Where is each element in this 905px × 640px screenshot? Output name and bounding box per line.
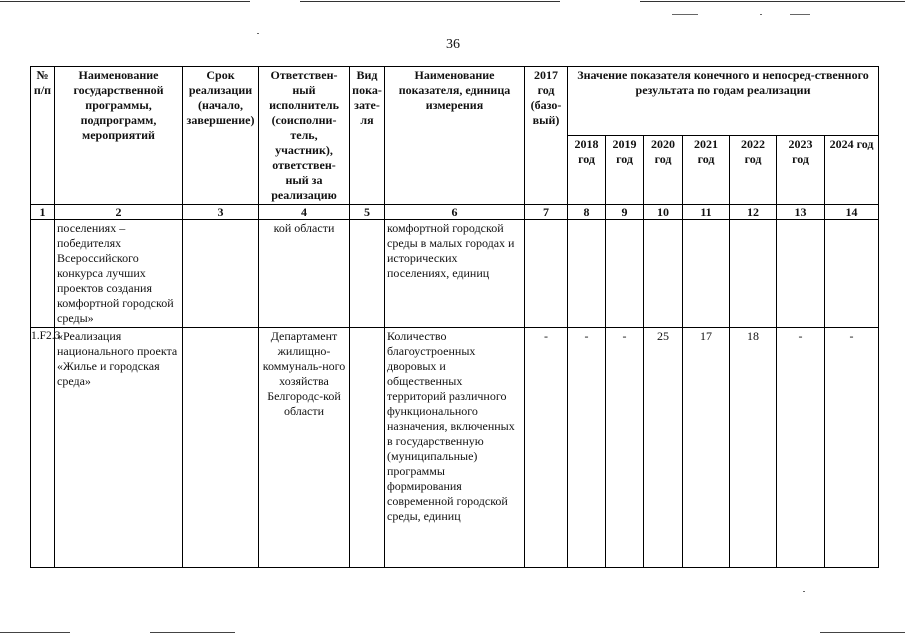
year-value-cell: - xyxy=(568,328,606,568)
page-number: 36 xyxy=(446,37,460,52)
header-cell-values-group: Значение показателя конечного и непосред-ственного результата по годам реализации xyxy=(568,67,879,136)
year-value-cell xyxy=(644,220,683,328)
program-name-cell: поселениях – победителях Всероссийского конкурса лучших проектов создания комфортной городской среды» xyxy=(55,220,183,328)
column-number: 13 xyxy=(777,205,825,220)
scan-speck xyxy=(760,14,762,15)
scan-speck xyxy=(672,14,698,15)
column-number: 7 xyxy=(525,205,568,220)
year-value-cell: - xyxy=(606,328,644,568)
top-edge-line xyxy=(300,1,560,2)
column-number: 3 xyxy=(183,205,259,220)
column-number: 12 xyxy=(730,205,777,220)
column-number: 5 xyxy=(350,205,385,220)
year-value-cell: 17 xyxy=(683,328,730,568)
executor-cell: кой области xyxy=(259,220,350,328)
header-cell-year: 2020 год xyxy=(644,136,683,205)
term-cell xyxy=(183,328,259,568)
header-cell-year: 2019 год xyxy=(606,136,644,205)
year-value-cell xyxy=(777,220,825,328)
header-cell-number: № п/п xyxy=(31,67,55,205)
column-number: 1 xyxy=(31,205,55,220)
scan-speck xyxy=(803,591,805,592)
top-edge-line xyxy=(640,1,905,2)
header-cell-program: Наименование государственной программы, подпрограмм, мероприятий xyxy=(55,67,183,205)
header-cell-year: 2023 год xyxy=(777,136,825,205)
top-edge-line xyxy=(0,1,250,2)
scan-speck xyxy=(790,14,810,15)
column-number: 9 xyxy=(606,205,644,220)
year-value-cell xyxy=(825,220,879,328)
bottom-edge-line xyxy=(150,632,235,633)
indicators-table xyxy=(30,66,879,568)
column-number: 8 xyxy=(568,205,606,220)
year-value-cell xyxy=(568,220,606,328)
term-cell xyxy=(183,220,259,328)
base-year-value-cell: - xyxy=(525,328,568,568)
column-number-row xyxy=(31,205,879,220)
program-name-cell: «Реализация национального проекта «Жилье и городская среда» xyxy=(55,328,183,568)
year-value-cell xyxy=(730,220,777,328)
base-year-value-cell xyxy=(525,220,568,328)
indicator-name-cell: комфортной городской среды в малых городах и исторических поселениях, единиц xyxy=(385,220,525,328)
header-cell-year: 2021 год xyxy=(683,136,730,205)
header-cell-year: 2024 год xyxy=(825,136,879,205)
column-number: 6 xyxy=(385,205,525,220)
bottom-edge-line xyxy=(0,632,70,633)
header-cell-year: 2022 год xyxy=(730,136,777,205)
header-cell-indicator-kind: Вид пока-зате-ля xyxy=(350,67,385,205)
row-number-cell: 1.F2.3 xyxy=(31,328,55,568)
indicator-kind-cell xyxy=(350,328,385,568)
column-number: 4 xyxy=(259,205,350,220)
header-cell-term: Срок реализации (начало, завершение) xyxy=(183,67,259,205)
year-value-cell xyxy=(606,220,644,328)
bottom-edge-line xyxy=(820,632,905,633)
column-number: 2 xyxy=(55,205,183,220)
row-number-cell xyxy=(31,220,55,328)
header-cell-indicator-name: Наименование показателя, единица измерения xyxy=(385,67,525,205)
table-row xyxy=(31,220,879,328)
indicator-name-cell: Количество благоустроенных дворовых и общественных территорий различного функционального назначения, включенных в государственную (муниципальные) программы формирования современной городской среды, единиц xyxy=(385,328,525,568)
indicator-kind-cell xyxy=(350,220,385,328)
scan-speck xyxy=(257,33,259,34)
year-value-cell: - xyxy=(777,328,825,568)
header-cell-executor: Ответствен-ный исполнитель (соисполни-тель, участник), ответствен-ный за реализацию xyxy=(259,67,350,205)
header-cell-year: 2018 год xyxy=(568,136,606,205)
year-value-cell: 25 xyxy=(644,328,683,568)
year-value-cell xyxy=(683,220,730,328)
executor-cell: Департамент жилищно-коммуналь-ного хозяйства Белгородс-кой области xyxy=(259,328,350,568)
column-number: 11 xyxy=(683,205,730,220)
table-row xyxy=(31,328,879,568)
year-value-cell: 18 xyxy=(730,328,777,568)
column-number: 14 xyxy=(825,205,879,220)
header-cell-base-year: 2017 год (базо-вый) xyxy=(525,67,568,205)
year-value-cell: - xyxy=(825,328,879,568)
column-number: 10 xyxy=(644,205,683,220)
